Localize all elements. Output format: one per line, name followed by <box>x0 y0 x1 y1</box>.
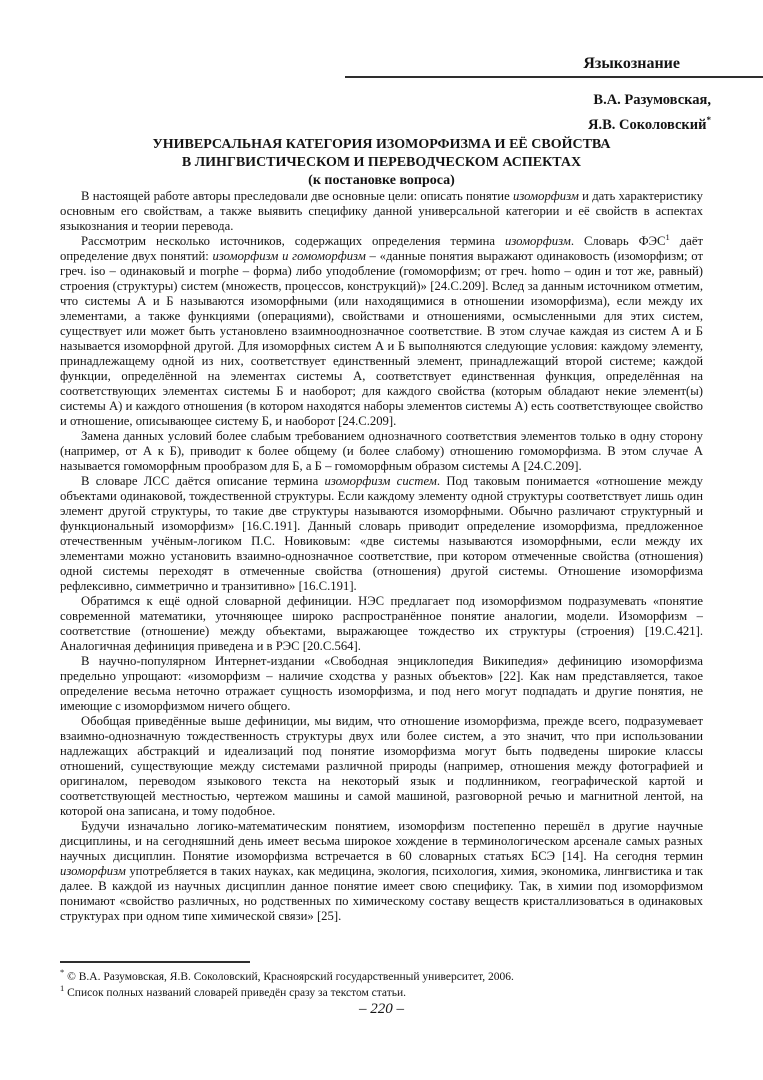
footnote-reference: 1 <box>665 231 670 242</box>
text-segment: – «данные понятия выражают одинаковость (изоморфизм; от греч. iso – одинаковый и morphe – форма) либо уподобление (гомоморфизм; от греч. homo – один и тот же, равный) строения (структуры) систем (множеств, процессов, конструкций)» [24.С.209]. Вслед за данным источником отметим, что системы А и Б называются изоморфными (или находящимися в отношении изоморфизма), если между их элементами, а также функциями (операциями), свойствами и отношениями, осмысленными для этих систем, существует или может быть установлено взаимнооднозначное соответствие. В этом случае каждая из систем А и Б называется изоморфной другой. Для изоморфных систем А и Б выполняются следующие условия: каждому элементу, принадлежащему одной из них, соответствует единственный элемент, принадлежащий второй системе; каждой функции, определённой на элементах системы А, соответствует единственная функция, определённая на соответствующих элементах системы Б и наоборот; для каждого свойства (которым обладают некие элемент(ы) системы А) и каждого отношения (в котором находятся наборы элементов системы А) есть соответствующее свойство и отношение, описывающее систему Б, и наоборот [24.С.209]. <box>60 249 703 428</box>
text-segment: . Словарь ФЭС <box>570 234 666 248</box>
footnote-rule <box>60 961 250 963</box>
paragraph <box>60 231 703 429</box>
footnote-text: © В.А. Разумовская, Я.В. Соколовский, Красноярский государственный университет, 2006. <box>64 971 514 983</box>
text-segment: В научно-популярном Интернет-издании «Свободная энциклопедия Википедия» дефиницию изоморфизма предельно упрощают: «изоморфизм – наличие сходства у разных объектов» [22]. Как нам представляется, такое определение весьма неточно отражает сущность изоморфизма, и под него могут подпадать и другие понятия, не имеющие с изоморфизмом ничего общего. <box>60 654 703 713</box>
running-head: Языкознание <box>583 55 680 72</box>
paragraph <box>60 594 703 654</box>
paragraph <box>60 714 703 819</box>
footnote <box>60 969 703 985</box>
text-segment: В настоящей работе авторы преследовали две основные цели: описать понятие <box>81 189 514 203</box>
author-name: Я.В. Соколовский <box>588 116 707 133</box>
text-segment: Обобщая приведённые выше дефиниции, мы видим, что отношение изоморфизма, прежде всего, подразумевает взаимно-однозначную тождественность структуры двух или более систем, а это значит, что при использовании надлежащих абстракций и идеализаций под понятие изоморфизма могут быть подведены широкие классы отношений, существующие между системами различной природы (например, отношения между фотографией и оригиналом, переводом языкового текста на некоторый язык и подлинником, географической картой и соответствующей местностью, чертежом машины и самой машиной, разговорной речью и магнитной лентой, на которой она записана, и тому подобное. <box>60 714 703 818</box>
text-segment: Замена данных условий более слабым требованием однозначного соответствия элементов только в одну сторону (например, от А к Б), приводит к более общему (и более слабому) отношению гомоморфизма. В этом случае А называется гомоморфным прообразом для Б, а Б – гомоморфным образом системы А [24.С.209]. <box>60 429 703 473</box>
paragraph <box>60 654 703 714</box>
text-segment: изоморфизм систем <box>324 474 437 488</box>
text-segment: Будучи изначально логико-математическим понятием, изоморфизм постепенно перешёл в другие научные дисциплины, и на сегодняшний день имеет весьма широкое хождение в терминологическом арсенале самых разных научных дисциплин. Понятие изоморфизма встречается в 60 словарных статьях БСЭ [14]. На сегодня термин <box>60 819 703 863</box>
text-segment: В словаре ЛСС даётся описание термина <box>81 474 325 488</box>
text-segment: и дать характеристику основным его свойствам, а также выявить специфику данной универсальной категории и её свойств в аспектах языкознания и теории перевода. <box>60 189 703 233</box>
paragraph <box>60 189 703 234</box>
footnote-mark: * <box>60 967 65 978</box>
title-line-3: (к постановке вопроса) <box>308 173 455 188</box>
body-paragraphs <box>60 189 703 961</box>
text-segment: . Под таковым понимается «отношение между объектами одинаковой, тождественной структуры. Если каждому элементу одной структуры соответствует лишь один элемент другой структуры, то такие две структуры называются изоморфными. Обычно различают структурный и функциональный изоморфизм» [16.С.191]. Данный словарь приводит определение изоморфизма, предложенное отечественным учёным-логиком П.С. Новиковым: «две системы называются изоморфными, если между их элементами можно установить взаимно-однозначное соответствие, при котором отмеченные свойства (отношения) одной системы переходят в отмеченные свойства (отношения) другой системы. Отношение изоморфизма рефлексивно, симметрично и транзитивно» [16.С.191]. <box>60 474 703 593</box>
footnote-text: Список полных названий словарей приведён сразу за текстом статьи. <box>64 987 407 999</box>
paragraph <box>60 819 703 924</box>
text-segment: изоморфизм <box>60 864 126 878</box>
text-segment: Рассмотрим несколько источников, содержащих определения термина <box>81 234 505 248</box>
header-rule <box>345 76 763 78</box>
author-footnote-mark: * <box>706 115 711 125</box>
footnotes <box>60 969 703 1001</box>
text-segment: изоморфизм и гомоморфизм <box>212 249 366 263</box>
article-title <box>60 136 703 190</box>
authors-block <box>588 90 711 135</box>
footnote-mark: 1 <box>60 983 65 994</box>
paragraph <box>60 474 703 594</box>
title-line-1: УНИВЕРСАЛЬНАЯ КАТЕГОРИЯ ИЗОМОРФИЗМА И ЕЁ СВОЙСТВА <box>152 137 611 152</box>
author-line-2 <box>588 110 711 135</box>
paragraph <box>60 429 703 474</box>
page-number: – 220 – <box>359 1001 404 1017</box>
text-segment: Обратимся к ещё одной словарной дефиниции. НЭС предлагает под изоморфизмом подразумевать «понятие современной математики, уточняющее широко распространённое понятие аналогии, модели. Изоморфизм – соответствие (отношение) между объектами, выражающее тождество их структуры (строения) [19.С.421]. Аналогичная дефиниция приведена и в РЭС [20.С.564]. <box>60 594 703 653</box>
text-segment: изоморфизм <box>504 234 571 248</box>
footnote <box>60 985 703 1001</box>
text-segment: даёт определение двух понятий: <box>60 234 703 263</box>
text-segment: употребляется в таких науках, как медицина, экология, психология, химия, экономика, лингвистика и так далее. В каждой из научных дисциплин данное понятие имеет свою специфику. Так, в химии под изоморфизмом понимают «свойство различных, но родственных по химическому составу веществ кристаллизоваться в одинаковых структурах при одном типе химической связи» [25]. <box>60 864 703 923</box>
author-line-1: В.А. Разумовская, <box>593 92 711 108</box>
text-segment: изоморфизм <box>513 189 579 203</box>
title-line-2: В ЛИНГВИСТИЧЕСКОМ И ПЕРЕВОДЧЕСКОМ АСПЕКТАХ <box>181 155 582 170</box>
